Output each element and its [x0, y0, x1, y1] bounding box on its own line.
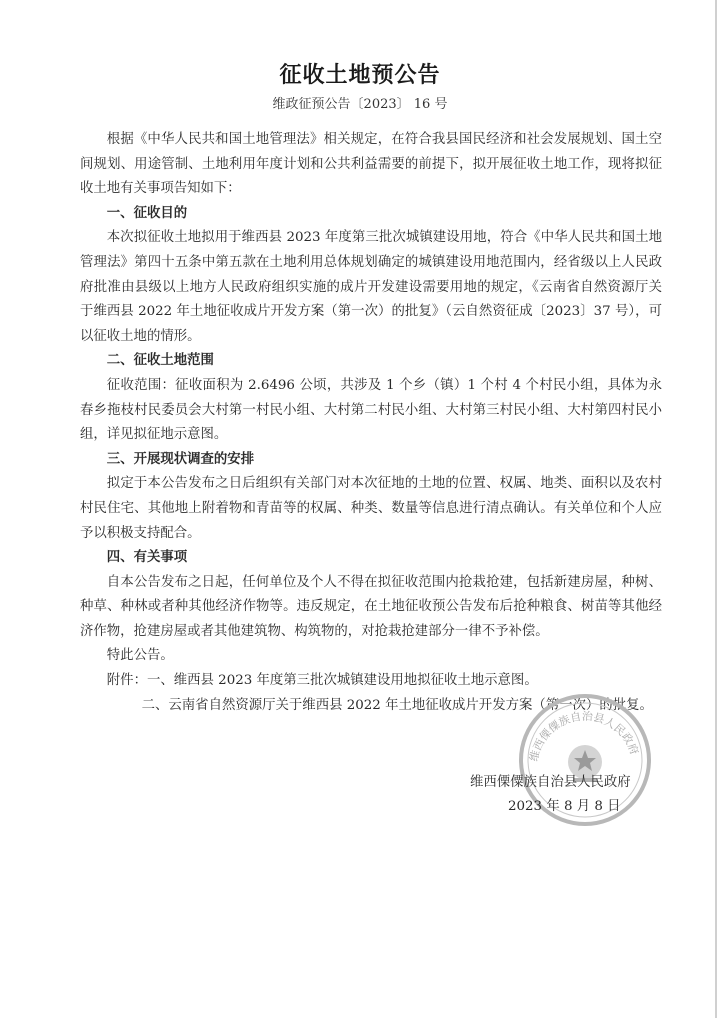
- signature-block: [470, 771, 670, 819]
- attachment-2: 二、云南省自然资源厅关于维西县 2022 年土地征收成片开发方案（第一次）的批复。: [141, 697, 653, 713]
- document-number: 维政征预公告〔2023〕 16 号: [272, 97, 448, 112]
- section-heading: 一、征收目的: [106, 205, 188, 221]
- section-heading: 三、开展现状调查的安排: [106, 451, 255, 467]
- attachment-1: 附件：一、维西县 2023 年度第三批次城镇建设用地拟征收土地示意图。: [106, 673, 538, 689]
- intro-paragraph: 根据《中华人民共和国土地管理法》相关规定，在符合我县国民经济和社会发展规划、国土空间规划、用途管制、土地利用年度计划和公共利益需要的前提下，拟开展征收土地工作，现将拟征收土地有关事项告知如下：: [80, 132, 662, 197]
- closing-text: 特此公告。: [106, 648, 174, 664]
- section-heading: 四、有关事项: [106, 550, 188, 566]
- document-body: [80, 128, 662, 718]
- section-paragraph: 本次拟征收土地拟用于维西县 2023 年度第三批次城镇建设用地，符合《中华人民共和国土地管理法》第四十五条中第五款在土地利用总体规划确定的城镇建设用地范围内，经省级以上人民政府批准由县级以上地方人民政府组织实施的成片开发建设需要用地的规定，《云南省自然资源厅关于维西县 2022 年土地征收成片开发方案（第一次）的批复》（云自然资征成〔2023〕37 号），可以征收土地的情形。: [80, 230, 662, 344]
- section-paragraph: 拟定于本公告发布之日后组织有关部门对本次征地的土地的位置、权属、地类、面积以及农村村民住宅、其他地上附着物和青苗等的权属、种类、数量等信息进行清点确认。有关单位和个人应予以积极支持配合。: [80, 476, 662, 541]
- seal-text: 维西傈僳族自治县人民政府: [527, 709, 641, 763]
- issuer-name: 维西傈僳族自治县人民政府: [470, 775, 631, 790]
- issue-date: 2023 年 8 月 8 日: [508, 799, 621, 814]
- section-paragraph: 征收范围：征收面积为 2.6496 公顷，共涉及 1 个乡（镇）1 个村 4 个村民小组，具体为永春乡拖枝村民委员会大村第一村民小组、大村第二村民小组、大村第三村民小组、大村第四村民小组，详见拟征地示意图。: [80, 377, 662, 443]
- page-edge-divider: [715, 0, 717, 1018]
- section-heading: 二、征收土地范围: [106, 353, 214, 369]
- page-title: 征收土地预公告: [279, 63, 441, 88]
- section-paragraph: 自本公告发布之日起，任何单位及个人不得在拟征收范围内抢栽抢建，包括新建房屋，种树、种草、种林或者种其他经济作物等。违反规定，在土地征收预公告发布后抢种粮食、树苗等其他经济作物，抢建房屋或者其他建筑物、构筑物的，对抢栽抢建部分一律不予补偿。: [80, 574, 662, 639]
